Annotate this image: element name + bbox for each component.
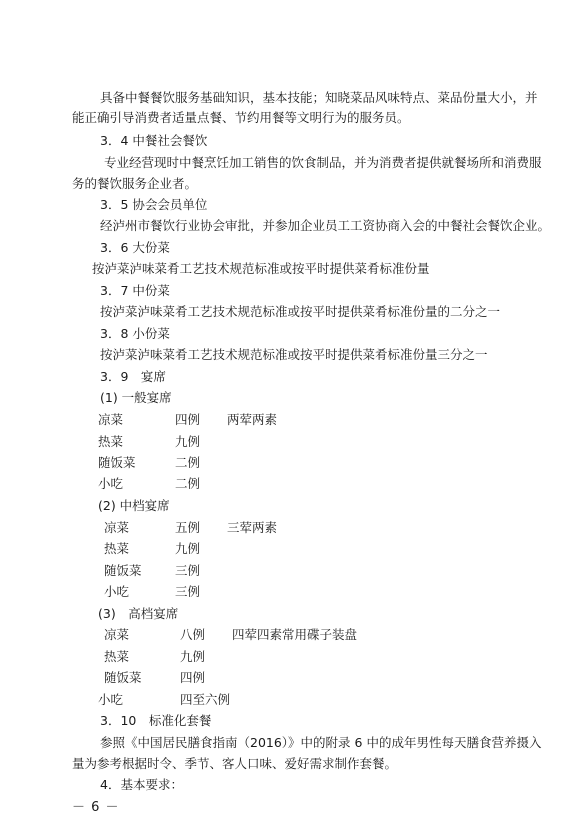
banquet-general-note-1: 两荤两素 bbox=[227, 412, 278, 427]
banquet-high-note-1: 四荤四素常用碟子装盘 bbox=[232, 627, 358, 642]
banquet-general-count-1: 四例 bbox=[175, 412, 201, 427]
intro-line-2: 能正确引导消费者适量点餐、节约用餐等文明行为的服务员。 bbox=[72, 110, 410, 125]
banquet-mid-dish-4: 小吃 bbox=[104, 584, 130, 599]
banquet-high-count-1: 八例 bbox=[180, 627, 206, 642]
banquet-general-dish-4: 小吃 bbox=[98, 476, 124, 491]
section-3-9-heading: 3．9 宴席 bbox=[100, 369, 166, 384]
banquet-high-title: (3) 高档宴席 bbox=[98, 606, 179, 621]
banquet-high-count-4: 四至六例 bbox=[180, 692, 231, 707]
intro-line-1: 具备中餐餐饮服务基础知识，基本技能；知晓菜品风味特点、菜品份量大小，并 bbox=[100, 90, 538, 105]
banquet-high-dish-3: 随饭菜 bbox=[104, 670, 142, 685]
page-number: － 6 － bbox=[72, 800, 120, 815]
section-3-5-text: 经泸州市餐饮行业协会审批，并参加企业员工工资协商入会的中餐社会餐饮企业。 bbox=[100, 218, 551, 233]
banquet-mid-title: (2) 中档宴席 bbox=[98, 498, 170, 513]
section-3-5-heading: 3．5 协会会员单位 bbox=[100, 197, 208, 212]
banquet-general-count-4: 二例 bbox=[175, 476, 201, 491]
banquet-high-count-2: 九例 bbox=[180, 649, 206, 664]
section-3-4-line-1: 专业经营现时中餐烹饪加工销售的饮食制品，并为消费者提供就餐场所和消费服 bbox=[104, 155, 542, 170]
section-3-10-line-1: 参照《中国居民膳食指南（2016）》中的附录 6 中的成年男性每天膳食营养摄入 bbox=[100, 735, 542, 750]
banquet-mid-count-1: 五例 bbox=[175, 520, 201, 535]
banquet-general-dish-2: 热菜 bbox=[98, 434, 124, 449]
section-3-8-text: 按泸菜泸味菜肴工艺技术规范标准或按平时提供菜肴标准份量三分之一 bbox=[100, 347, 488, 362]
banquet-general-dish-3: 随饭菜 bbox=[98, 455, 136, 470]
banquet-general-dish-1: 凉菜 bbox=[98, 412, 124, 427]
section-3-4-heading: 3．4 中餐社会餐饮 bbox=[100, 133, 208, 148]
section-3-4-line-2: 务的餐饮服务企业者。 bbox=[72, 176, 198, 191]
banquet-high-dish-4: 小吃 bbox=[98, 692, 124, 707]
section-3-10-line-2: 量为参考根据时令、季节、客人口味、爱好需求制作套餐。 bbox=[72, 756, 398, 771]
banquet-mid-dish-2: 热菜 bbox=[104, 541, 130, 556]
banquet-high-dish-1: 凉菜 bbox=[104, 627, 130, 642]
banquet-general-title: (1) 一般宴席 bbox=[100, 390, 172, 405]
banquet-general-count-3: 二例 bbox=[175, 455, 201, 470]
banquet-mid-count-3: 三例 bbox=[175, 563, 201, 578]
banquet-mid-count-2: 九例 bbox=[175, 541, 201, 556]
section-3-7-heading: 3．7 中份菜 bbox=[100, 283, 170, 298]
banquet-mid-dish-1: 凉菜 bbox=[104, 520, 130, 535]
banquet-high-count-3: 四例 bbox=[180, 670, 206, 685]
section-3-10-heading: 3．10 标准化套餐 bbox=[100, 713, 212, 728]
banquet-mid-note-1: 三荤两素 bbox=[227, 520, 278, 535]
banquet-mid-dish-3: 随饭菜 bbox=[104, 563, 142, 578]
section-3-6-heading: 3．6 大份菜 bbox=[100, 240, 170, 255]
section-3-6-text: 按泸菜泸味菜肴工艺技术规范标准或按平时提供菜肴标准份量 bbox=[92, 261, 430, 276]
banquet-mid-count-4: 三例 bbox=[175, 584, 201, 599]
banquet-high-dish-2: 热菜 bbox=[104, 649, 130, 664]
section-3-8-heading: 3．8 小份菜 bbox=[100, 326, 170, 341]
section-3-7-text: 按泸菜泸味菜肴工艺技术规范标准或按平时提供菜肴标准份量的二分之一 bbox=[100, 304, 501, 319]
banquet-general-count-2: 九例 bbox=[175, 434, 201, 449]
section-4-heading: 4．基本要求： bbox=[100, 777, 183, 792]
